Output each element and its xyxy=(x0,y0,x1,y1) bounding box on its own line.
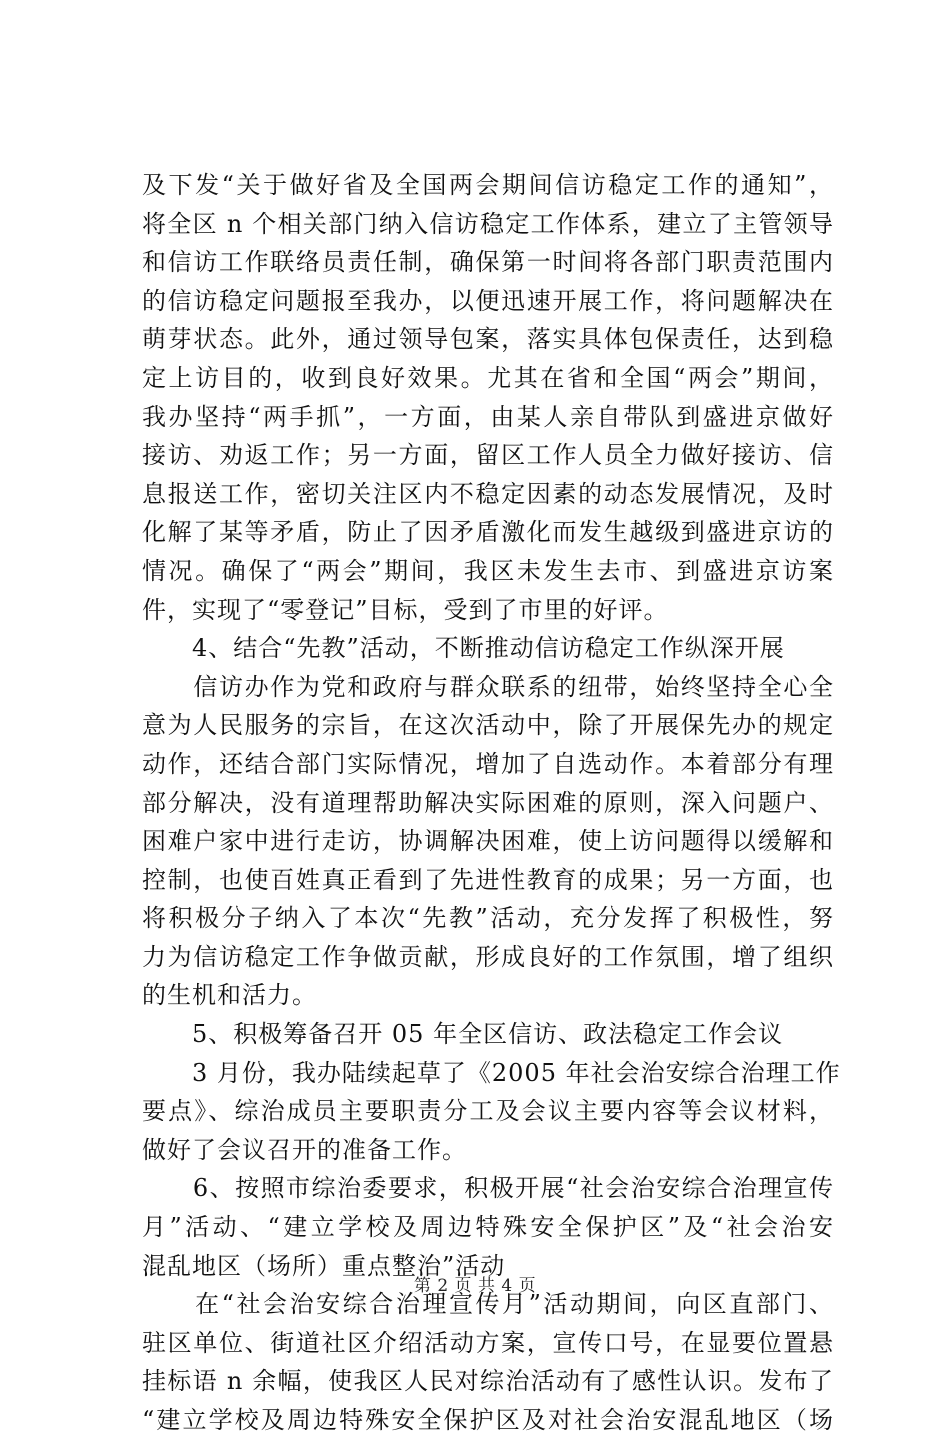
text-line: 信访办作为党和政府与群众联系的纽带，始终坚持全心全 xyxy=(142,672,834,701)
text-line: 接访、劝返工作；另一方面，留区工作人员全力做好接访、信 xyxy=(142,441,834,470)
section-heading: 5、积极筹备召开 05 年全区信访、政法稳定工作会议 xyxy=(142,1020,784,1049)
section-heading: 月”活动、“建立学校及周边特殊安全保护区”及“社会治安 xyxy=(142,1213,834,1242)
text-line: 意为人民服务的宗旨，在这次活动中，除了开展保先办的规定 xyxy=(142,711,834,740)
text-line: 和信访工作联络员责任制，确保第一时间将各部门职责范围内 xyxy=(142,248,834,277)
text-line: 力为信访稳定工作争做贡献，形成良好的工作氛围，增了组织 xyxy=(142,942,834,971)
text-line: 3 月份，我办陆续起草了《2005 年社会治安综合治理工作 xyxy=(142,1058,841,1087)
text-line: 驻区单位、街道社区介绍活动方案，宣传口号，在显要位置悬 xyxy=(142,1328,834,1357)
page-number-footer: 第 2 页 共 4 页 xyxy=(413,1276,537,1296)
text-line: 挂标语 n 余幅，使我区人民对综治活动有了感性认识。发布了 xyxy=(142,1367,834,1396)
text-line: 困难户家中进行走访，协调解决困难，使上访问题得以缓解和 xyxy=(142,827,834,856)
text-line: 定上访目的，收到良好效果。尤其在省和全国“两会”期间， xyxy=(142,363,834,392)
text-line: 动作，还结合部门实际情况，增加了自选动作。本着部分有理 xyxy=(142,749,834,778)
body-text xyxy=(142,166,841,1440)
text-line: 件，实现了“零登记”目标，受到了市里的好评。 xyxy=(142,595,669,624)
text-line: 要点》、综治成员主要职责分工及会议主要内容等会议材料， xyxy=(142,1097,834,1126)
text-line: 部分解决，没有道理帮助解决实际困难的原则，深入问题户、 xyxy=(142,788,834,817)
text-line: 将积极分子纳入了本次“先教”活动，充分发挥了积极性，努 xyxy=(142,904,834,933)
text-line: 情况。确保了“两会”期间，我区未发生去市、到盛进京访案 xyxy=(142,556,834,585)
section-heading: 6、按照市综治委要求，积极开展“社会治安综合治理宣传 xyxy=(142,1174,834,1203)
text-line: 做好了会议召开的准备工作。 xyxy=(142,1135,467,1164)
text-line: 在“社会治安综合治理宣传月”活动期间，向区直部门、 xyxy=(142,1290,834,1319)
text-line: 化解了某等矛盾，防止了因矛盾激化而发生越级到盛进京访的 xyxy=(142,518,834,547)
section-heading: 混乱地区（场所）重点整治”活动 xyxy=(142,1251,506,1280)
text-line: 控制，也使百姓真正看到了先进性教育的成果；另一方面，也 xyxy=(142,865,834,894)
text-line: 我办坚持“两手抓”，一方面，由某人亲自带队到盛进京做好 xyxy=(142,402,834,431)
text-line: 将全区 n 个相关部门纳入信访稳定工作体系，建立了主管领导 xyxy=(142,209,834,238)
section-heading: 4、结合“先教”活动，不断推动信访稳定工作纵深开展 xyxy=(142,634,785,663)
text-line: 萌芽状态。此外，通过领导包案，落实具体包保责任，达到稳 xyxy=(142,325,834,354)
text-line: 的生机和活力。 xyxy=(142,981,317,1010)
text-line: 及下发“关于做好省及全国两会期间信访稳定工作的通知”， xyxy=(142,171,834,199)
text-line: 息报送工作，密切关注区内不稳定因素的动态发展情况，及时 xyxy=(142,479,834,508)
text-line: 的信访稳定问题报至我办，以便迅速开展工作，将问题解决在 xyxy=(142,286,834,315)
text-line: “建立学校及周边特殊安全保护区及对社会治安混乱地区（场 xyxy=(142,1406,834,1434)
